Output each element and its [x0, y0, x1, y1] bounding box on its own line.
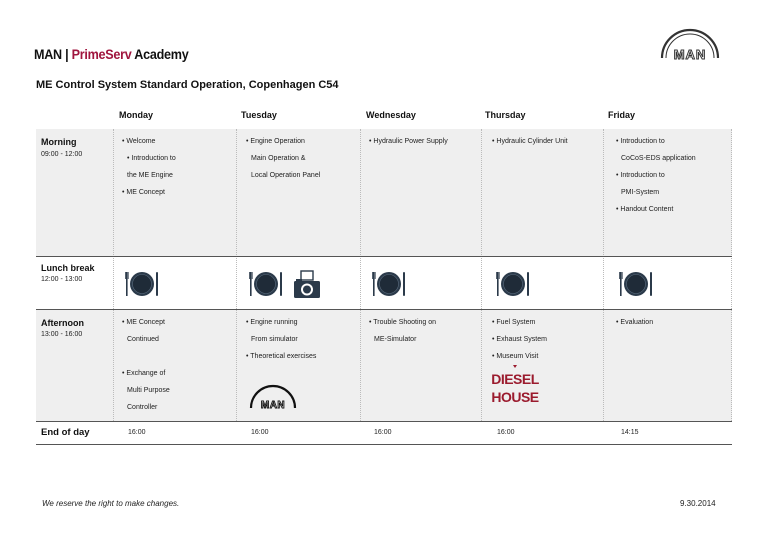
camera-icon: [292, 270, 322, 300]
man-logo-small: [248, 380, 298, 410]
day-wednesday: Wednesday: [366, 110, 416, 120]
plate-cutlery-icon: [371, 269, 407, 299]
column-divider: [481, 129, 482, 421]
day-monday: Monday: [119, 110, 154, 120]
afternoon-thursday: [492, 318, 547, 369]
plate-cutlery-icon: [248, 269, 284, 299]
list-item: CoCoS-EDS application: [621, 155, 696, 162]
list-item: • Exchange of: [122, 370, 166, 377]
afternoon-label: Afternoon: [41, 318, 84, 328]
list-item: • Hydraulic Cylinder Unit: [492, 138, 568, 145]
afternoon-time: 13:00 - 16:00: [41, 331, 83, 338]
list-item: • Introduction to: [616, 172, 665, 179]
list-item: • Trouble Shooting on: [369, 319, 437, 326]
column-divider: [603, 129, 604, 421]
man-logo-text: MAN: [673, 47, 707, 62]
page-title: ME Control System Standard Operation, Copenhagen C54: [36, 79, 339, 91]
list-item: • ME Concept: [122, 319, 165, 326]
end-of-day-label: End of day: [41, 427, 90, 438]
afternoon-friday: [616, 318, 653, 335]
day-thursday: Thursday: [485, 110, 526, 120]
row-divider: [36, 309, 732, 310]
lunch-time: 12:00 - 13:00: [41, 276, 83, 283]
list-item: • Introduction to: [127, 155, 176, 162]
list-item: • Engine Operation: [246, 138, 305, 145]
morning-time: 09:00 - 12:00: [41, 151, 83, 158]
afternoon-monday: [122, 318, 170, 420]
footer-note: We reserve the right to make changes.: [42, 499, 180, 508]
list-item: • Museum Visit: [492, 353, 539, 360]
row-divider: [36, 421, 732, 422]
morning-wednesday: [369, 137, 448, 154]
plate-cutlery-icon: [495, 269, 531, 299]
footer-date: 9.30.2014: [680, 499, 716, 508]
afternoon-tuesday: [246, 318, 316, 369]
end-time-thursday: 16:00: [497, 429, 515, 436]
brand-academy: Academy: [131, 46, 189, 62]
plate-cutlery-icon: [124, 269, 160, 299]
morning-label: Morning: [41, 137, 77, 147]
day-tuesday: Tuesday: [241, 110, 277, 120]
brand-primeserv: PrimeServ: [71, 46, 132, 62]
lunch-label: Lunch break: [41, 263, 95, 273]
list-item: Multi Purpose: [127, 387, 170, 394]
list-item: Main Operation &: [251, 155, 306, 162]
row-divider: [36, 256, 732, 257]
list-item: From simulator: [251, 336, 298, 343]
list-item: ME-Simulator: [374, 336, 417, 343]
list-item: PMI-System: [621, 189, 660, 196]
end-time-wednesday: 16:00: [374, 429, 392, 436]
morning-friday: [616, 137, 696, 222]
morning-monday: [122, 137, 176, 205]
column-divider: [113, 129, 114, 421]
list-item: Controller: [127, 404, 158, 411]
brand-wordmark: [34, 46, 188, 62]
column-divider: [236, 129, 237, 421]
column-divider: [360, 129, 361, 421]
list-item: • Handout Content: [616, 206, 674, 213]
man-logo-small-text: MAN: [260, 400, 286, 411]
list-item: Local Operation Panel: [251, 172, 321, 179]
diesel-house-line-1: DIESEL: [491, 371, 539, 387]
list-item: • ME Concept: [122, 189, 165, 196]
list-item: • Welcome: [122, 138, 156, 145]
diesel-house-logo: [491, 364, 539, 406]
list-item: the ME Engine: [127, 172, 173, 179]
column-divider: [731, 129, 732, 421]
list-item: • Engine running: [246, 319, 298, 326]
list-item: Continued: [127, 336, 159, 343]
day-friday: Friday: [608, 110, 636, 120]
row-divider: [36, 444, 732, 445]
end-time-tuesday: 16:00: [251, 429, 269, 436]
afternoon-wednesday: [369, 318, 436, 352]
morning-tuesday: [246, 137, 320, 188]
list-item: • Introduction to: [616, 138, 665, 145]
diesel-house-line-2: HOUSE: [491, 389, 539, 405]
list-item: • Evaluation: [616, 319, 654, 326]
morning-thursday: [492, 137, 568, 154]
end-time-monday: 16:00: [128, 429, 146, 436]
man-logo: [656, 24, 724, 64]
list-item: [122, 352, 170, 369]
end-time-friday: 14:15: [621, 429, 639, 436]
list-item: • Fuel System: [492, 319, 536, 326]
list-item: • Theoretical exercises: [246, 353, 317, 360]
plate-cutlery-icon: [618, 269, 654, 299]
list-item: • Hydraulic Power Supply: [369, 138, 448, 145]
list-item: • Exhaust System: [492, 336, 547, 343]
brand-man: MAN |: [34, 46, 72, 62]
